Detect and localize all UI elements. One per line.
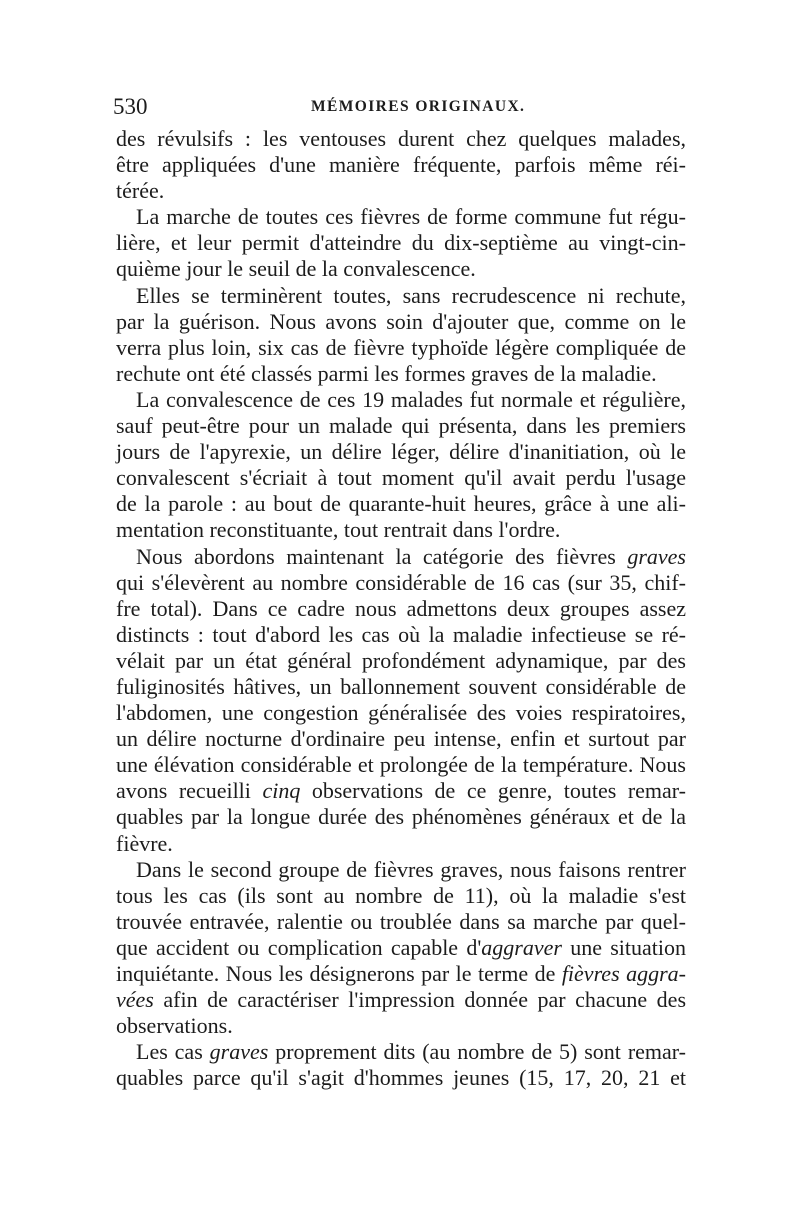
line-text: par la guérison. Nous avons soin d'ajouter que, comme on le <box>116 308 686 334</box>
italic-text: graves <box>209 1039 269 1065</box>
line-text: Elles se terminèrent toutes, sans recrudescence ni rechute, <box>136 282 686 308</box>
text-line <box>116 387 686 413</box>
text-line <box>116 752 686 778</box>
page-header <box>113 92 687 122</box>
text-line <box>116 831 686 857</box>
line-text: trouvée entravée, ralentie ou troublée dans sa marche par quel- <box>116 908 686 934</box>
line-text: sauf peut-être pour un malade qui présenta, dans les premiers <box>116 413 686 439</box>
line-text: qui s'élevèrent au nombre considérable de 16 cas (sur 35, chif- <box>116 569 686 595</box>
text-line <box>116 413 686 439</box>
text-line <box>116 491 686 517</box>
text-line <box>116 126 686 152</box>
text-line <box>116 596 686 622</box>
text-line <box>116 204 686 230</box>
line-text: une élévation considérable et prolongée de la température. Nous <box>116 752 686 778</box>
line-text: un délire nocturne d'ordinaire peu intense, enfin et surtout par <box>116 726 686 752</box>
text-line <box>116 883 686 909</box>
line-text: l'abdomen, une congestion généralisée des voies respiratoires, <box>116 700 686 726</box>
line-text: Les cas <box>136 1039 210 1065</box>
text-line <box>116 152 686 178</box>
line-text: lière, et leur permit d'atteindre du dix-septième au vingt-cin- <box>116 230 686 256</box>
text-line <box>116 335 686 361</box>
line-text: inquiétante. Nous les désignerons par le terme de <box>116 961 562 986</box>
line-text: afin de caractériser l'impression donnée par chacune des <box>153 987 686 1013</box>
text-line <box>116 622 686 648</box>
line-text: La convalescence de ces 19 malades fut normale et régulière, <box>136 386 686 412</box>
text-line <box>116 700 686 726</box>
line-text: vélait par un état général profondément adynamique, par des <box>116 647 686 673</box>
line-text: une situation <box>561 934 686 960</box>
line-text: observations de ce genre, toutes remar- <box>300 778 686 804</box>
line-text: être appliquées d'une manière fréquente, parfois même réi- <box>116 152 686 178</box>
line-text: de la parole : au bout de quarante-huit heures, grâce à une ali- <box>116 491 686 517</box>
text-line <box>116 465 686 491</box>
line-text: proprement dits (au nombre de 5) sont remar- <box>268 1039 686 1065</box>
line-text: verra plus loin, six cas de fièvre typhoïde légère compliquée de <box>116 334 686 360</box>
text-line <box>116 778 686 804</box>
text-line <box>116 674 686 700</box>
text-line <box>116 544 686 570</box>
text-line <box>116 648 686 674</box>
line-text: fièvre. <box>116 830 173 856</box>
text-line <box>116 178 686 204</box>
line-text: observations. <box>116 1013 233 1039</box>
line-text: tous les cas (ils sont au nombre de 11), où la maladie s'est <box>116 882 686 908</box>
text-line <box>116 283 686 309</box>
text-line <box>116 517 686 543</box>
line-text: que accident ou complication capable d' <box>116 934 482 960</box>
text-line <box>116 570 686 596</box>
line-text: avons recueilli <box>116 778 263 804</box>
text-line <box>116 961 686 987</box>
italic-text: vées <box>116 987 154 1013</box>
text-line <box>116 230 686 256</box>
text-line <box>116 1039 686 1065</box>
text-line <box>116 1013 686 1039</box>
text-line <box>116 439 686 465</box>
line-text: distincts : tout d'abord les cas où la maladie infectieuse se ré- <box>116 621 686 647</box>
line-text: des révulsifs : les ventouses durent chez quelques malades, <box>116 126 686 151</box>
page-number: 530 <box>113 94 148 119</box>
line-text: quième jour le seuil de la convalescence. <box>116 256 476 282</box>
italic-text: graves <box>627 543 686 569</box>
text-line <box>116 857 686 883</box>
text-line <box>116 256 686 282</box>
line-text: Dans le second groupe de fièvres graves, nous faisons rentrer <box>136 856 686 882</box>
line-text: fre total). Dans ce cadre nous admettons deux groupes assez <box>116 595 686 621</box>
running-title: MÉMOIRES ORIGINAUX. <box>311 98 526 115</box>
text-line <box>116 909 686 935</box>
body-text <box>116 126 686 1091</box>
line-text: quables par la longue durée des phénomènes généraux et de la <box>116 804 686 830</box>
text-line <box>116 987 686 1013</box>
italic-text: fièvres aggra- <box>561 961 686 986</box>
line-text: La marche de toutes ces fièvres de forme commune fut régu- <box>136 204 686 230</box>
italic-text: aggraver <box>481 934 562 960</box>
line-text: Nous abordons maintenant la catégorie des fièvres <box>136 543 628 569</box>
line-text: mentation reconstituante, tout rentrait dans l'ordre. <box>116 517 561 543</box>
italic-text: cinq <box>262 778 301 804</box>
line-text: convalescent s'écriait à tout moment qu'il avait perdu l'usage <box>116 465 686 491</box>
text-line <box>116 726 686 752</box>
line-text: quables parce qu'il s'agit d'hommes jeunes (15, 17, 20, 21 et <box>116 1065 686 1091</box>
line-text: jours de l'apyrexie, un délire léger, délire d'inanitiation, où le <box>116 439 686 465</box>
text-line <box>116 804 686 830</box>
text-line <box>116 1065 686 1091</box>
text-line <box>116 935 686 961</box>
text-line <box>116 361 686 387</box>
line-text: rechute ont été classés parmi les formes graves de la maladie. <box>116 360 657 386</box>
line-text: térée. <box>116 178 165 204</box>
text-line <box>116 309 686 335</box>
line-text: fuliginosités hâtives, un ballonnement souvent considérable de <box>116 673 686 699</box>
